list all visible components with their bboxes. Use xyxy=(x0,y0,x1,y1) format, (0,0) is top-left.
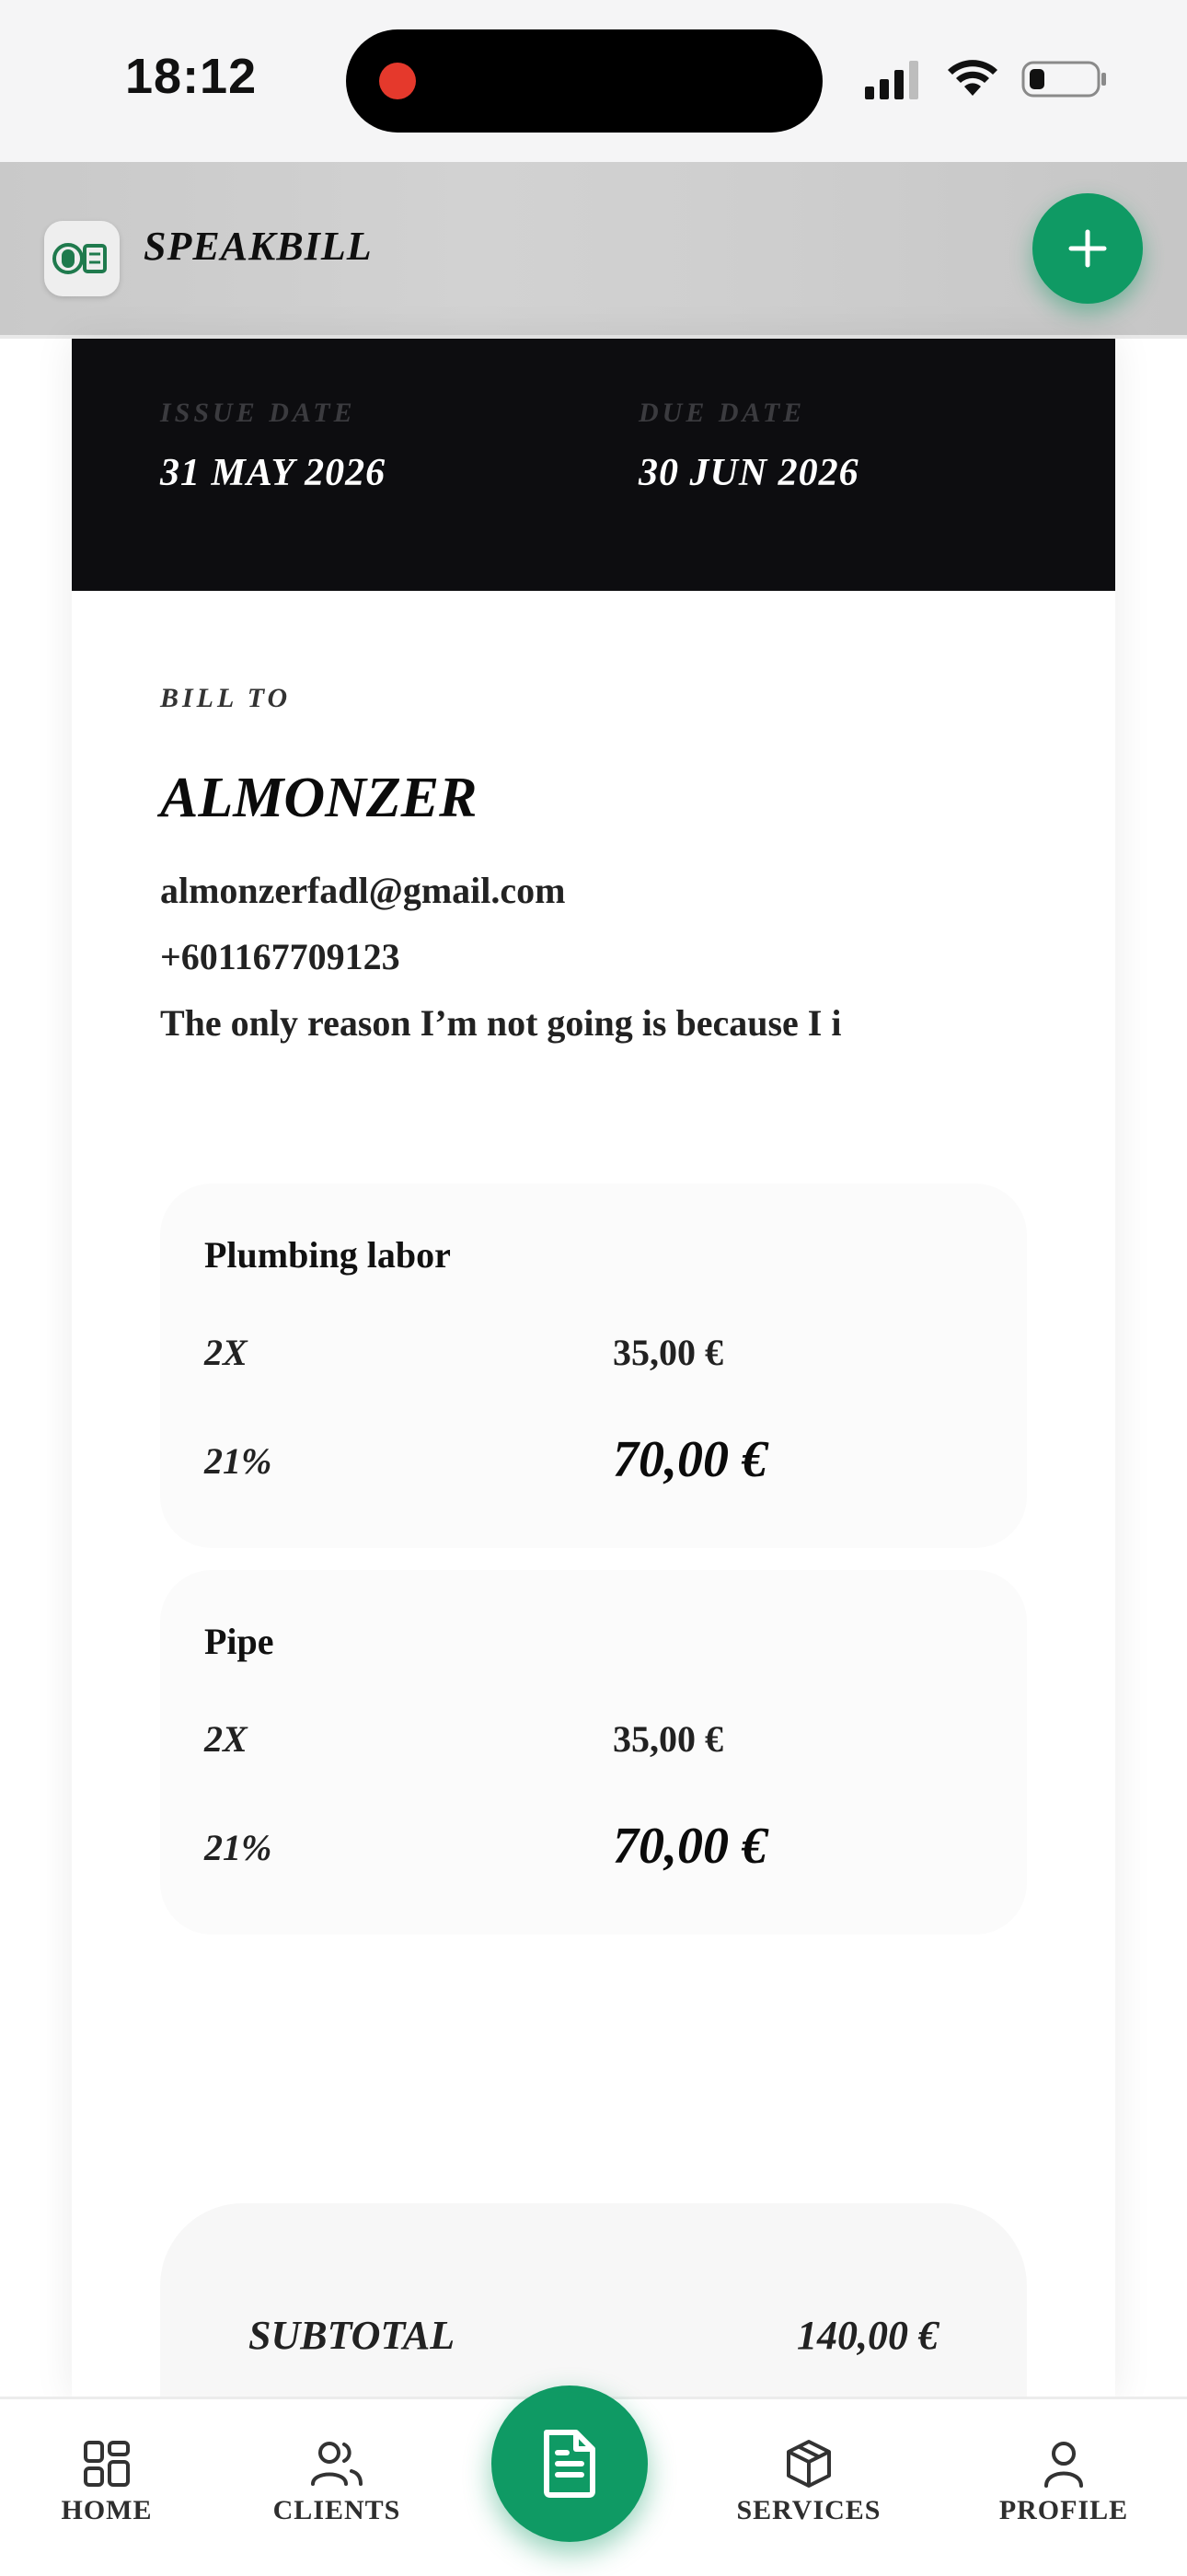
nav-clients[interactable] xyxy=(245,2438,429,2526)
app-header xyxy=(0,162,1187,339)
subtotal-value: 140,00 € xyxy=(797,2313,939,2358)
nav-services-label: SERVICES xyxy=(736,2495,882,2525)
issue-date-label: ISSUE DATE xyxy=(160,398,356,428)
cellular-signal-icon xyxy=(865,59,924,99)
client-name: ALMONZER xyxy=(160,767,478,829)
line-item-total: 70,00 € xyxy=(613,1818,767,1875)
status-bar xyxy=(0,0,1187,162)
nav-clients-label: CLIENTS xyxy=(272,2495,401,2525)
line-item[interactable] xyxy=(160,1184,1027,1548)
nav-services[interactable] xyxy=(717,2438,901,2526)
line-item-unit-price: 35,00 € xyxy=(613,1718,723,1760)
nav-home-label: HOME xyxy=(61,2495,153,2525)
battery-icon xyxy=(1021,59,1108,99)
invoice-card xyxy=(72,339,1115,2400)
users-icon xyxy=(309,2438,364,2489)
issue-date-value: 31 MAY 2026 xyxy=(160,452,386,494)
app-brand-name: SPEAKBILL xyxy=(144,224,373,269)
bill-to-label: BILL TO xyxy=(160,683,292,713)
nav-profile-label: PROFILE xyxy=(998,2495,1129,2525)
client-email: almonzerfadl@gmail.com xyxy=(160,870,566,911)
plus-icon xyxy=(1066,226,1110,271)
document-icon xyxy=(537,2427,602,2501)
add-button[interactable] xyxy=(1032,193,1143,304)
line-item-total: 70,00 € xyxy=(613,1431,767,1488)
status-time: 18:12 xyxy=(125,49,258,104)
line-item-name: Pipe xyxy=(204,1621,274,1662)
client-phone: +601167709123 xyxy=(160,936,400,977)
home-grid-icon xyxy=(81,2438,133,2489)
user-icon xyxy=(1038,2438,1089,2489)
line-item-tax: 21% xyxy=(204,1440,272,1482)
subtotal-label: SUBTOTAL xyxy=(248,2313,455,2358)
wifi-icon xyxy=(946,59,999,99)
dynamic-island xyxy=(346,29,823,133)
nav-profile[interactable] xyxy=(972,2438,1156,2526)
app-logo xyxy=(44,221,120,296)
client-note: The only reason I’m not going is because I i xyxy=(160,1002,842,1044)
line-item-tax: 21% xyxy=(204,1827,272,1868)
logo-icon xyxy=(52,237,112,281)
line-item-quantity: 2X xyxy=(204,1332,248,1373)
invoices-fab-button[interactable] xyxy=(491,2385,648,2542)
line-item-quantity: 2X xyxy=(204,1718,248,1760)
due-date-label: DUE DATE xyxy=(639,398,806,428)
line-item[interactable] xyxy=(160,1570,1027,1935)
status-icons xyxy=(865,55,1108,103)
recording-indicator-icon xyxy=(379,63,416,99)
nav-home[interactable] xyxy=(15,2438,199,2526)
line-item-name: Plumbing labor xyxy=(204,1234,451,1276)
invoice-dates-band xyxy=(72,339,1115,591)
package-icon xyxy=(783,2438,835,2489)
due-date-value: 30 JUN 2026 xyxy=(639,452,859,494)
line-item-unit-price: 35,00 € xyxy=(613,1332,723,1373)
